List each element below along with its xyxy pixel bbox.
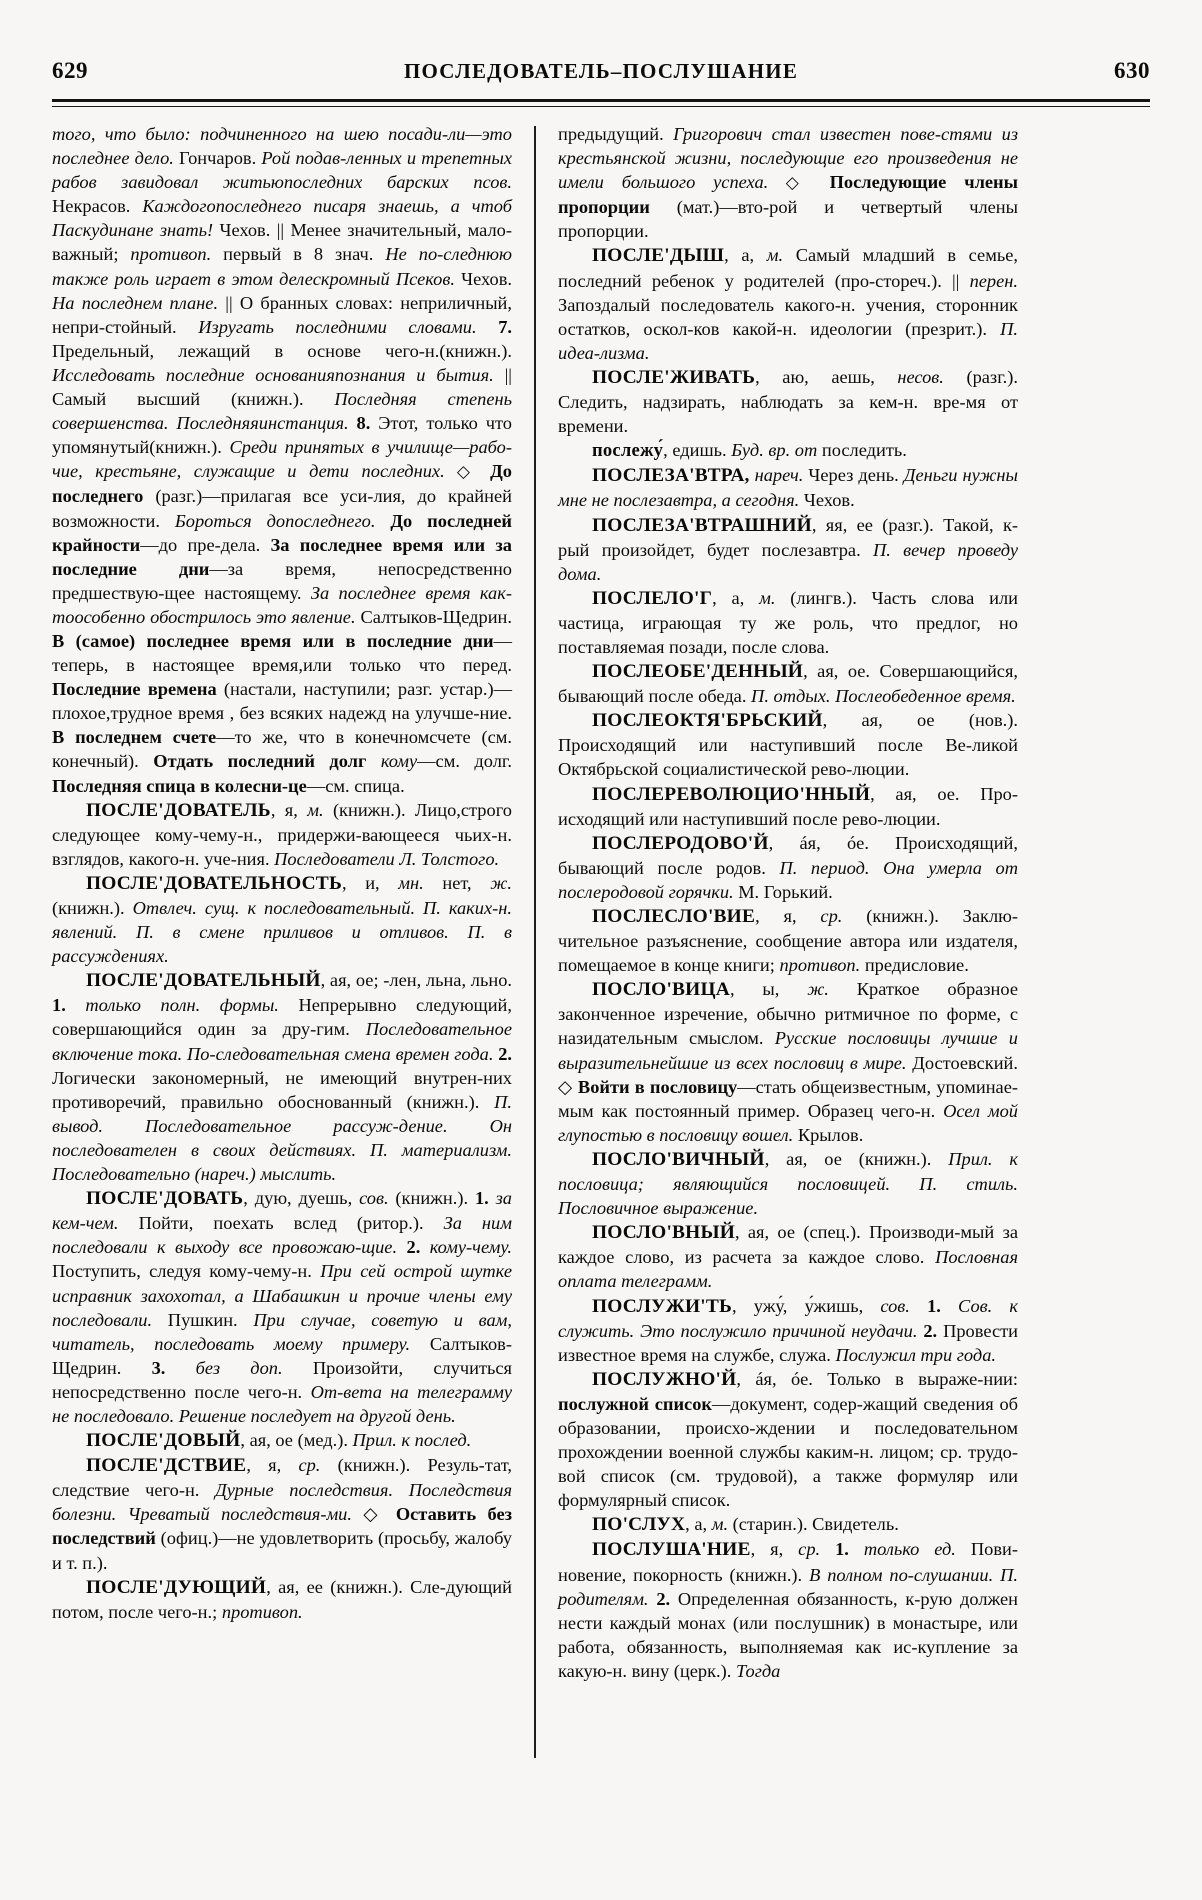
example-italic: не знать! bbox=[136, 220, 214, 241]
example-italic: перен. bbox=[969, 270, 1018, 291]
entry-text: , ая, ое. Совершающийся, бывающий после обеда. bbox=[558, 661, 1018, 707]
entry-text: Логически закономерный, не имеющий внутрен-них противоречий, правильно обоснованный (книжн.). bbox=[52, 1067, 512, 1112]
entry-text: —документ, содер-жащий сведения об образовании, происхо-ждении и последовательном прохождении военной службы каким-н. лицом; ср. трудо-вой список (см. трудовой), а также формуляр или формулярный список. bbox=[558, 1393, 1018, 1511]
example-italic: Рой подав- bbox=[261, 148, 347, 169]
entry-text: вающееся чьих-н. взглядов, какого-н. уче- bbox=[52, 824, 512, 869]
entry-text bbox=[397, 1237, 406, 1257]
entry-text: Через день. bbox=[803, 465, 904, 486]
entry-text: , и, bbox=[341, 872, 399, 893]
entry-text: предыдущий. bbox=[558, 124, 674, 144]
entry-text: , я, bbox=[750, 1539, 799, 1560]
entry-text: Краткое образное законченное изречение, обычно ритмичное по форме, с назидательным смыслом. bbox=[558, 979, 1018, 1049]
entry-text: , ужу́, у́жишь, bbox=[732, 1295, 881, 1316]
entry-text: (настали, наступили; разг. устар.)—плохое, bbox=[52, 679, 512, 724]
headword: ПОСЛЕ'ДОВАТЕЛЬНОСТЬ bbox=[86, 872, 342, 894]
entry-text: , ая, ее (книжн.). Сле-дующий потом, после чего-н.; bbox=[52, 1576, 512, 1622]
entry-text: 2. bbox=[656, 1588, 678, 1609]
continued-entry-text bbox=[52, 122, 512, 798]
entry-text: —то же, что в конечном bbox=[216, 727, 430, 748]
entry-text: , ая, ое (книжн.). bbox=[764, 1148, 949, 1169]
dictionary-entry bbox=[52, 1453, 512, 1574]
headword: ПОСЛЕОКТЯ'БРЬСКИЙ bbox=[592, 710, 823, 732]
headword: ПОСЛО'ВИЦА bbox=[592, 979, 730, 1001]
entry-text: , ая, ое (спец.). Производи-мый за каждое слово, из расчета за каждое слово. bbox=[558, 1222, 1018, 1268]
headword: ПО'СЛУХ bbox=[592, 1514, 686, 1536]
entry-text: или только что перед. bbox=[302, 655, 512, 676]
phrase-label: Последние времена bbox=[52, 679, 217, 700]
entry-text: —см. спица. bbox=[306, 775, 405, 796]
entry-text: 2. bbox=[498, 1043, 513, 1064]
entry-text: , а, bbox=[685, 1514, 712, 1535]
example-italic: В полном по-слушании. П. родителям. bbox=[558, 1564, 1018, 1609]
dictionary-entry bbox=[558, 831, 1018, 904]
example-italic: При случае, советую и вам, читатель, последовать моему примеру. bbox=[52, 1309, 512, 1354]
entry-text: Крылов. bbox=[793, 1124, 864, 1145]
folio-right: 630 bbox=[1113, 58, 1150, 83]
dictionary-entry bbox=[558, 708, 1018, 781]
entry-text: , я, bbox=[755, 906, 821, 926]
entry-text: послужной список bbox=[558, 1393, 713, 1414]
entry-text: Непрерывно следующий, совершающийся один за дру-гим. bbox=[52, 995, 512, 1040]
dictionary-entry bbox=[558, 438, 1018, 463]
example-italic: Последняя степень совершенства. Последняя bbox=[52, 389, 512, 434]
column-left bbox=[52, 122, 534, 1842]
entry-text: —стать общеизвестным, упоминае-мым как постоянный пример. Образец чего-н. bbox=[558, 1076, 1018, 1121]
folio-left: 629 bbox=[52, 58, 88, 83]
example-italic: противоп. bbox=[779, 955, 861, 976]
entry-text: первый в 8 знач. bbox=[211, 244, 386, 265]
dictionary-entry bbox=[558, 904, 1018, 977]
entry-text: стойный. bbox=[105, 316, 199, 337]
entry-text: Поступить, следуя кому-чему-н. bbox=[52, 1261, 321, 1282]
entry-text: Достоевский. ◇ bbox=[558, 1052, 1018, 1097]
headword: ПОСЛУЖНО'Й bbox=[592, 1368, 737, 1390]
entry-text: , ая, ое; -лен, льна, льно. bbox=[320, 970, 512, 991]
entry-text: Пойти, поехать вслед (ритор.). bbox=[118, 1213, 444, 1234]
example-italic: мн. bbox=[398, 872, 424, 893]
entry-text: Салтыков-Щедрин. bbox=[355, 606, 512, 627]
entry-text: (книжн.). Заклю-чительное разъяснение, сообщение автора или издателя, помещаемое в конце книги; bbox=[558, 906, 1018, 976]
example-italic: Последовательное включение тока. По-следовательная смена времен года. bbox=[52, 1019, 512, 1064]
example-italic: кому bbox=[366, 751, 418, 772]
headword: ПОСЛО'ВИЧНЫЙ bbox=[592, 1148, 765, 1170]
dictionary-entry bbox=[558, 1220, 1018, 1293]
example-italic: последних барских псов. bbox=[283, 172, 512, 193]
dictionary-entry bbox=[558, 1512, 1018, 1537]
example-italic: сов. bbox=[359, 1188, 389, 1209]
entry-text: Чехов. bbox=[799, 490, 855, 511]
example-italic: ж. bbox=[490, 872, 512, 893]
entry-text: Войти в пословицу bbox=[577, 1076, 738, 1097]
example-italic: противоп. bbox=[130, 244, 212, 265]
entry-text: || Самый высший (книжн.). bbox=[52, 364, 512, 410]
headword: ПОСЛЕЗА'ВТРАШНИЙ bbox=[592, 514, 812, 536]
dictionary-entry bbox=[52, 968, 512, 1186]
example-italic: Послужил три года. bbox=[835, 1344, 996, 1365]
example-italic: инстанция. bbox=[258, 413, 349, 434]
entry-text: , я, bbox=[270, 799, 308, 820]
entry-text: , аю, аешь, bbox=[755, 366, 898, 387]
example-italic: П. отдых. Послеобеденное время. bbox=[751, 686, 1016, 707]
entry-text: ние. bbox=[479, 703, 512, 724]
dictionary-entry bbox=[558, 1537, 1018, 1683]
example-italic: последнего. bbox=[285, 510, 376, 531]
entry-text: , а, bbox=[724, 245, 767, 266]
phrase-label: До последней крайности bbox=[52, 510, 512, 555]
dictionary-entry bbox=[558, 977, 1018, 1147]
entry-text: 2. bbox=[406, 1237, 430, 1258]
entry-text: , едишь. bbox=[663, 440, 732, 461]
example-italic: За ним последовали к выходу все провожаю-щие. bbox=[52, 1213, 512, 1258]
dictionary-entry bbox=[52, 798, 512, 871]
entry-text: , ая, ое. Про-исходящий или наступивший после рево-люции. bbox=[558, 783, 1018, 829]
entry-text: (офиц.)—не удовлетворить (просьбу, жалобу и т. п.). bbox=[52, 1528, 512, 1573]
sense-number: 7. bbox=[476, 316, 513, 337]
example-italic: несов. bbox=[897, 366, 944, 387]
phrase-label: В последнем счете bbox=[52, 727, 217, 748]
phrase-label: Отдать последний долг bbox=[153, 751, 367, 772]
example-italic: Сов. к служить. bbox=[558, 1295, 1018, 1341]
header-rule-thick bbox=[52, 99, 1150, 102]
example-italic: Исследовать последние основания bbox=[52, 364, 335, 385]
sense-number: 8. bbox=[348, 413, 371, 434]
entry-text: —см. долг. bbox=[417, 751, 512, 772]
example-italic: Среди принятых в училище—рабо- bbox=[229, 437, 512, 458]
entry-text: Самый младший в семье, последний ребенок у родителей (про-стореч.). || bbox=[558, 245, 1018, 291]
headword: ПОСЛЕ'ДОВАТЕЛЬ bbox=[86, 799, 271, 821]
example-italic: Пословная оплата телеграмм. bbox=[558, 1247, 1018, 1292]
entry-text: 2. bbox=[923, 1320, 944, 1341]
headword: послежу́ bbox=[592, 440, 664, 462]
example-italic: чие, крестьяне, служащие и дети последних. bbox=[52, 461, 445, 482]
entry-text: , ая, ое (мед.). bbox=[240, 1430, 353, 1451]
example-italic: Отвлеч. сущ. к последовательный. bbox=[132, 898, 416, 918]
dictionary-entry bbox=[52, 1428, 512, 1453]
entry-text: Пови-новение, покорность (книжн.). bbox=[558, 1539, 1018, 1585]
diamond-icon: ◇ bbox=[444, 462, 491, 482]
dictionary-entry bbox=[558, 463, 1018, 512]
running-head bbox=[52, 58, 1150, 92]
entry-text: Чехов. || Менее значительный, мало- bbox=[213, 220, 512, 241]
dictionary-entry bbox=[558, 782, 1018, 831]
entry-text: (книжн.). bbox=[388, 1188, 475, 1209]
entry-text: щее настоящему. bbox=[164, 582, 311, 603]
entry-text: (разг.). Следить, надзирать, наблюдать за кем-н. вре-мя от времени. bbox=[558, 366, 1018, 437]
example-italic: За последнее время как-то bbox=[52, 582, 512, 627]
dictionary-entry bbox=[558, 1147, 1018, 1220]
headword: ПОСЛЕ'ДУЮЩИЙ bbox=[86, 1576, 267, 1598]
headword: ПОСЛЕЛО'Г bbox=[592, 587, 713, 609]
entry-text: , áя, óе. Происходящий, бывающий после родов. bbox=[558, 832, 1018, 878]
dictionary-entry bbox=[52, 1575, 512, 1624]
dictionary-entry bbox=[558, 365, 1018, 438]
column-right bbox=[536, 122, 1018, 1842]
phrase-label: В (самое) последнее время или в последние дни bbox=[52, 630, 494, 651]
example-italic: без доп. bbox=[195, 1357, 283, 1378]
running-title: ПОСЛЕДОВАТЕЛЬ–ПОСЛУШАНИЕ bbox=[403, 59, 799, 83]
headword: ПОСЛЕ'ДОВАТЕЛЬНЫЙ bbox=[86, 970, 321, 992]
example-italic: Последователи Л. Толстого. bbox=[274, 848, 500, 869]
example-italic: следнюю также роль играет в этом деле bbox=[52, 244, 512, 289]
example-italic: Тогда bbox=[735, 1660, 781, 1681]
entry-text: Предельный, лежащий в основе чего-н. bbox=[52, 340, 440, 361]
example-italic: ж. bbox=[807, 979, 829, 1000]
example-italic: м. bbox=[307, 799, 324, 820]
entry-text: (разг.)—прилагая все уси- bbox=[143, 486, 374, 507]
example-italic: Деньги нужны мне не послезавтра, а сегодня. bbox=[558, 465, 1018, 511]
entry-text: Гончаров. bbox=[173, 148, 262, 169]
example-italic: только полн. формы. bbox=[85, 995, 279, 1016]
example-italic: м. bbox=[766, 245, 784, 266]
entry-text bbox=[820, 1539, 835, 1559]
example-italic: ср. bbox=[820, 906, 843, 926]
example-italic: кому-чему. bbox=[429, 1237, 512, 1258]
example-italic: Буд. вр. от bbox=[731, 440, 818, 461]
dictionary-entry bbox=[558, 243, 1018, 364]
phrase-label: За последнее время или за последние дни bbox=[52, 534, 512, 579]
example-italic: При сей острой шутке исправник захохотал, а Шабашкин и прочие члены ему последовали. bbox=[52, 1261, 512, 1330]
entry-text: , дую, дуешь, bbox=[243, 1188, 360, 1209]
entry-text: || О бранных словах: неприличный, непри- bbox=[52, 292, 512, 337]
headword: ПОСЛУЖИ'ТЬ bbox=[592, 1295, 732, 1317]
entry-text: (мат.)—вто-рой и четвертый члены пропорции. bbox=[558, 197, 1018, 242]
example-italic: последнего писаря знаешь, а чтоб Паскудина bbox=[52, 196, 512, 241]
example-italic: скромный Псеков. bbox=[312, 268, 455, 289]
entry-text: 1. bbox=[474, 1188, 496, 1209]
dictionary-entry bbox=[558, 1294, 1018, 1367]
example-italic: Прил. к послед. bbox=[352, 1430, 472, 1451]
headword: ПОСЛЕ'ДОВЫЙ bbox=[86, 1430, 241, 1452]
example-italic: только ед. bbox=[863, 1539, 956, 1560]
entry-text: (книжн.). bbox=[439, 340, 512, 361]
example-italic: Русские пословицы лучшие и выразительнейшие из всех пословиц в мире. bbox=[558, 1028, 1018, 1073]
example-italic: сов. bbox=[880, 1295, 910, 1316]
example-italic: Это послужило причиной неудачи. bbox=[634, 1320, 918, 1341]
example-italic: Прил. к пословица; являющийся пословицей. П. стиль. Пословичное выражение. bbox=[558, 1148, 1018, 1219]
example-italic: противоп. bbox=[221, 1601, 303, 1622]
headword: ПОСЛЕ'ДЫШ bbox=[592, 245, 725, 267]
entry-text: Определенная обязанность, к-рую должен нести каждый монах (или послушник) в монастыре, или работа, обязанность, выполняемая как ис-купление за какую-н. вину (церк.). bbox=[558, 1588, 1018, 1681]
entry-text: , áя, óе. Только в выраже-нии: bbox=[736, 1368, 1018, 1389]
example-italic: Не по- bbox=[385, 244, 444, 265]
entry-text: , яя, ее (разг.). Такой, к-рый произойдет, будет послезавтра. bbox=[558, 514, 1018, 560]
example-italic: познания и бытия. bbox=[334, 364, 494, 385]
dictionary-entry bbox=[558, 513, 1018, 586]
example-italic: м. bbox=[759, 587, 776, 608]
example-italic: Дурные последствия. Последствия болезни. Чреватый последствия-ми. bbox=[52, 1480, 512, 1525]
example-italic: П. вечер проведу дома. bbox=[558, 539, 1018, 584]
entry-text: важный; bbox=[52, 244, 131, 265]
entry-text: (старин.). Свидетель. bbox=[728, 1514, 899, 1535]
dictionary-entry bbox=[558, 586, 1018, 659]
headword: ПОСЛО'ВНЫЙ bbox=[592, 1222, 735, 1244]
entry-text: последить. bbox=[817, 440, 907, 461]
entry-text: лия, до крайней возможности. bbox=[52, 486, 512, 531]
example-italic: П. вывод. Последовательное рассуж-дение. Он последователен в своих действиях. П. материализм. Последовательно (нареч.) мыслить. bbox=[52, 1091, 512, 1185]
example-italic: Бороться до bbox=[174, 510, 286, 531]
example-italic: ленных и трепетных рабов завидовал житью bbox=[52, 148, 512, 193]
example-italic: На последнем плане. bbox=[52, 292, 219, 313]
continued-entry-text bbox=[558, 122, 1018, 243]
example-italic: ср. bbox=[298, 1455, 321, 1476]
entry-text: М. Горький. bbox=[733, 881, 833, 902]
dictionary-entry bbox=[558, 1367, 1018, 1513]
entry-text: Оставить без последствий bbox=[52, 1504, 512, 1549]
headword: ПОСЛЕ'ДОВАТЬ bbox=[86, 1188, 244, 1210]
headword: ПОСЛЕ'ЖИВАТЬ bbox=[592, 366, 756, 388]
entry-text: (книжн.). Резуль-тат, следствие чего-н. bbox=[52, 1455, 512, 1501]
example-italic: особенно обострилось это явление. bbox=[74, 606, 356, 627]
example-italic: От-вета на телеграмму не последовало. Решение последует на другой день. bbox=[52, 1381, 513, 1426]
entry-text: 1. bbox=[52, 995, 86, 1016]
entry-text: Пушкин. bbox=[152, 1309, 254, 1330]
entry-text: Некрасов. bbox=[52, 196, 143, 217]
example-italic: того, что было: подчиненного на шею посади- bbox=[52, 124, 449, 144]
entry-text: (книжн.). bbox=[52, 898, 133, 918]
entry-text: Салтыков-Щедрин. bbox=[52, 1333, 512, 1378]
example-italic: м. bbox=[711, 1514, 729, 1535]
entry-text: Этот, только что упомянутый bbox=[52, 413, 512, 458]
entry-text: (лингв.). Часть слова или частица, играющая ту же роль, что предлог, но поставляемая позади, после слова. bbox=[558, 587, 1018, 657]
entry-text: , я, bbox=[246, 1455, 299, 1476]
headword: ПОСЛЕЗА'ВТРА, bbox=[592, 465, 750, 487]
entry-text: —за время, непосредственно предшествую- bbox=[52, 558, 513, 603]
entry-text: Чехов. bbox=[454, 268, 512, 289]
entry-text: счете (см. конечный). bbox=[52, 727, 512, 772]
entry-text: , а, bbox=[712, 587, 760, 608]
entry-text: строго следующее кому-чему-н., придержи- bbox=[52, 799, 512, 845]
entry-text: нет, bbox=[423, 872, 491, 893]
entry-text: Произойти, случиться непосредственно после чего-н. bbox=[52, 1357, 513, 1402]
headword: ПОСЛЕРЕВОЛЮЦИО'ННЫЙ bbox=[592, 783, 871, 805]
entry-text: , ы, bbox=[729, 979, 808, 1000]
entry-text: Запоздалый последователь какого-н. учения, сторонник остатков, оскол-ков какой-н. идеологии (презрит.). bbox=[558, 294, 1018, 339]
entry-text: предисловие. bbox=[860, 955, 969, 976]
example-italic: П. каких-н. явлений. П. в смене приливов и отливов. П. в рассуждениях. bbox=[52, 898, 512, 967]
headword: ПОСЛЕ'ДСТВИЕ bbox=[86, 1455, 247, 1477]
dictionary-entry bbox=[52, 1186, 512, 1428]
headword: ПОСЛЕРОДОВО'Й bbox=[592, 832, 769, 854]
headword: ПОСЛЕОБЕ'ДЕННЫЙ bbox=[592, 661, 804, 683]
example-italic: за кем-чем. bbox=[52, 1188, 512, 1234]
entry-text bbox=[910, 1296, 927, 1316]
example-italic: П. период. Она умерла от послеродовой горячки. bbox=[558, 857, 1018, 902]
entry-text: Последующие члены пропорции bbox=[558, 172, 1018, 218]
text-columns bbox=[52, 122, 1150, 1842]
example-italic: Григорович стал известен пове-стями из крестьянской жизни, последующие его произведения не имели большого успеха. bbox=[558, 124, 1018, 193]
diamond-icon: ◇ bbox=[768, 173, 830, 193]
entry-text: 3. bbox=[151, 1357, 196, 1378]
example-italic: ли—это последнее дело. bbox=[52, 124, 512, 169]
example-italic: нареч. bbox=[749, 465, 804, 486]
example-italic: Изругать последними словами. bbox=[198, 316, 477, 337]
entry-text: 1. bbox=[835, 1539, 864, 1560]
entry-text: (книжн.). Лицо, bbox=[323, 799, 461, 820]
entry-text: ния. bbox=[236, 848, 275, 869]
dictionary-entry bbox=[52, 871, 512, 968]
entry-text: , ая, ое (нов.). Происходящий или наступивший после Ве-ликой Октябрьской социалистической рево-люции. bbox=[558, 710, 1018, 780]
entry-text: ◇ bbox=[351, 1504, 396, 1525]
dictionary-entry bbox=[558, 659, 1018, 708]
phrase-label: До последнего bbox=[52, 461, 512, 507]
entry-text: 1. bbox=[927, 1295, 959, 1316]
example-italic: Осел мой глупостью в пословицу вошел. bbox=[558, 1100, 1018, 1145]
headword: ПОСЛУША'НИЕ bbox=[592, 1539, 751, 1561]
entry-text: —теперь, в настоящее время, bbox=[52, 630, 512, 676]
example-italic: П. идеа-лизма. bbox=[558, 318, 1018, 363]
entry-text: Провести известное время на службе, служа. bbox=[558, 1320, 1018, 1365]
entry-text: трудное время , без всяких надежд на улучше- bbox=[110, 703, 480, 724]
entry-text: —до пре-дела. bbox=[140, 534, 261, 555]
headword: ПОСЛЕСЛО'ВИЕ bbox=[592, 906, 756, 927]
phrase-label: Последняя спица в колесни-це bbox=[52, 775, 307, 796]
example-italic: Каждого bbox=[142, 196, 216, 217]
header-rule-thin bbox=[52, 106, 1150, 107]
entry-text: (книжн.). bbox=[149, 437, 230, 458]
example-italic: ср. bbox=[798, 1539, 821, 1560]
